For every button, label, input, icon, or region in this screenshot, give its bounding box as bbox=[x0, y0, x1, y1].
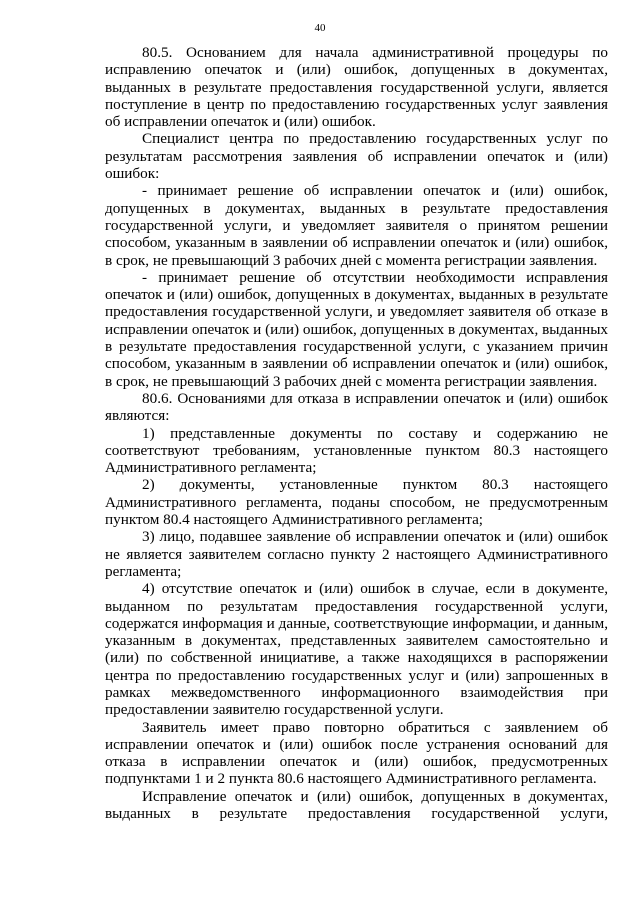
paragraph-item-4: 4) отсутствие опечаток и (или) ошибок в случае, если в документе, выданном по результатам предоставления государственной услуги, содержатся информация и данные, соответствующие информации, и данным, указанным в документах, представленных заявителем самостоятельно и (или) по собственной инициативе, а также находящихся в распоряжении центра по предоставлению государственных услуг и (или) запрошенных в рамках межведомственного информационного взаимодействия при предоставлении заявителю государственной услуги. bbox=[105, 580, 608, 719]
paragraph-specialist: Специалист центра по предоставлению государственных услуг по результатам рассмотрения заявления об исправлении опечаток и (или) ошибок: bbox=[105, 130, 608, 183]
page-number: 40 bbox=[314, 22, 326, 34]
document-body bbox=[105, 44, 608, 822]
paragraph-80-5: 80.5. Основанием для начала административной процедуры по исправлению опечаток и (или) ошибок, допущенных в документах, выданных в результате предоставления государственной услуги, является поступление в центр по предоставлению государственных услуг заявления об исправлении опечаток и (или) ошибок. bbox=[105, 44, 608, 131]
paragraph-80-6: 80.6. Основаниями для отказа в исправлении опечаток и (или) ошибок являются: bbox=[105, 389, 608, 425]
paragraph-decision-correct: - принимает решение об исправлении опечаток и (или) ошибок, допущенных в документах, выданных в результате предоставления государственной услуги, и уведомляет заявителя о принятом решении способом, указанным в заявлении об исправлении опечаток и (или) ошибок, в срок, не превышающий 3 рабочих дней с момента регистрации заявления. bbox=[105, 182, 608, 269]
paragraph-decision-refuse: - принимает решение об отсутствии необходимости исправления опечаток и (или) ошибок, допущенных в документах, выданных в результате предоставления государственной услуги, и уведомляет заявителя об отказе в исправлении опечаток и (или) ошибок, допущенных в документах, выданных в результате предоставления государственной услуги, с указанием причин способом, указанным в заявлении об исправлении опечаток и (или) ошибок, в срок, не превышающий 3 рабочих дней с момента регистрации заявления. bbox=[105, 268, 608, 390]
paragraph-correction: Исправление опечаток и (или) ошибок, допущенных в документах, выданных в результате предоставления государственной услуги, bbox=[105, 787, 608, 823]
paragraph-item-2: 2) документы, установленные пунктом 80.3 настоящего Административного регламента, поданы способом, не предусмотренным пунктом 80.4 настоящего Административного регламента; bbox=[105, 476, 608, 529]
paragraph-reapply: Заявитель имеет право повторно обратиться с заявлением об исправлении опечаток и (или) ошибок после устранения оснований для отказа в исправлении опечаток и (или) ошибок, предусмотренных подпунктами 1 и 2 пункта 80.6 настоящего Административного регламента. bbox=[105, 718, 608, 788]
paragraph-item-3: 3) лицо, подавшее заявление об исправлении опечаток и (или) ошибок не является заявителем согласно пункту 2 настоящего Административного регламента; bbox=[105, 528, 608, 580]
paragraph-item-1: 1) представленные документы по составу и содержанию не соответствуют требованиям, установленные пунктом 80.3 настоящего Административного регламента; bbox=[105, 424, 608, 477]
